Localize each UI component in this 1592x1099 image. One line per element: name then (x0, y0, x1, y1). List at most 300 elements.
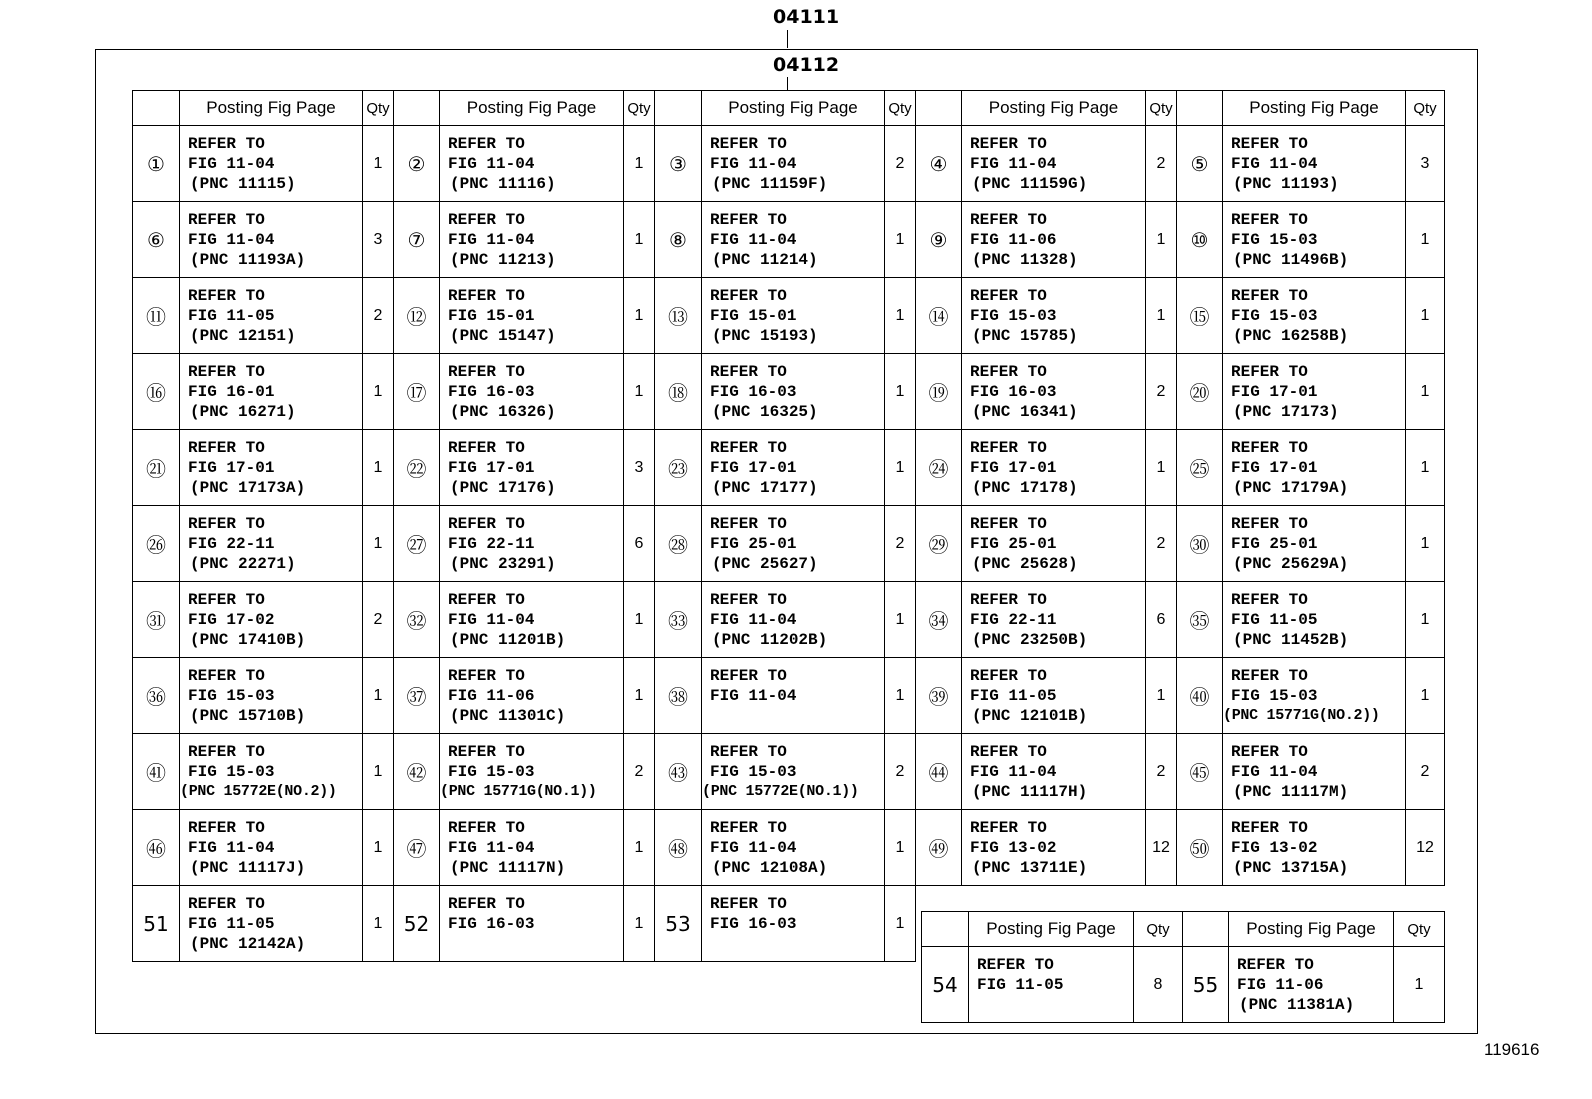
posting-reference (962, 734, 1146, 810)
quantity: 1 (1406, 506, 1445, 582)
quantity: 1 (624, 278, 655, 354)
item-number: ㉞ (916, 582, 962, 658)
sub-assembly-part-number: 04112 (773, 54, 840, 76)
pnc-code: (PNC 23291) (450, 554, 556, 573)
figure-reference: FIG 11-04 (710, 610, 797, 629)
quantity: 12 (1146, 810, 1177, 886)
pnc-code: (PNC 11117J) (190, 858, 306, 877)
item-number: ⑩ (1177, 202, 1223, 278)
figure-number: 119616 (1484, 1040, 1540, 1059)
figure-reference: FIG 22-11 (970, 610, 1057, 629)
refer-text: REFER TO (970, 666, 1047, 685)
refer-text: REFER TO (710, 210, 787, 229)
posting-reference (180, 810, 363, 886)
item-number: ㉗ (394, 506, 440, 582)
pnc-code: (PNC 15772E(NO.1)) (702, 782, 859, 800)
quantity: 1 (885, 810, 916, 886)
pnc-code: (PNC 11117H) (972, 782, 1088, 801)
posting-reference (180, 658, 363, 734)
item-number: ㊸ (655, 734, 702, 810)
figure-reference: FIG 11-05 (970, 686, 1057, 705)
refer-text: REFER TO (188, 134, 265, 153)
table-row (133, 126, 1445, 202)
parts-reference-grid (132, 90, 1445, 962)
pnc-code: (PNC 16271) (190, 402, 296, 421)
pnc-code: (PNC 11193) (1233, 174, 1339, 193)
item-number: ㉓ (655, 430, 702, 506)
refer-text: REFER TO (710, 438, 787, 457)
posting-reference (962, 582, 1146, 658)
figure-reference: FIG 11-04 (710, 230, 797, 249)
item-number: ㉒ (394, 430, 440, 506)
figure-reference: FIG 22-11 (188, 534, 275, 553)
posting-reference (702, 126, 885, 202)
figure-reference: FIG 15-03 (970, 306, 1057, 325)
refer-text: REFER TO (710, 666, 787, 685)
posting-reference (1223, 126, 1406, 202)
header-qty: Qty (363, 91, 394, 126)
leader-line (787, 30, 788, 48)
item-number: ㉝ (655, 582, 702, 658)
refer-text: REFER TO (1231, 362, 1308, 381)
quantity: 1 (363, 658, 394, 734)
pnc-code (710, 934, 884, 954)
refer-text: REFER TO (710, 818, 787, 837)
posting-reference (440, 658, 624, 734)
item-number: ⑲ (916, 354, 962, 430)
figure-reference: FIG 11-05 (1231, 610, 1318, 629)
quantity: 1 (624, 354, 655, 430)
figure-reference: FIG 11-04 (188, 230, 275, 249)
pnc-code: (PNC 25628) (972, 554, 1078, 573)
posting-reference (180, 202, 363, 278)
refer-text: REFER TO (1231, 134, 1308, 153)
posting-reference (440, 202, 624, 278)
posting-reference (180, 734, 363, 810)
posting-reference (962, 278, 1146, 354)
figure-reference: FIG 11-04 (448, 154, 535, 173)
figure-reference: FIG 11-04 (188, 838, 275, 857)
pnc-code: (PNC 11115) (190, 174, 296, 193)
table-row (133, 582, 1445, 658)
pnc-code: (PNC 11159F) (712, 174, 828, 193)
posting-reference (962, 810, 1146, 886)
refer-text: REFER TO (970, 742, 1047, 761)
figure-reference: FIG 11-05 (188, 306, 275, 325)
quantity: 1 (885, 886, 916, 962)
figure-reference: FIG 11-04 (448, 230, 535, 249)
item-number: ㉜ (394, 582, 440, 658)
posting-reference (180, 354, 363, 430)
posting-reference (962, 126, 1146, 202)
quantity: 6 (1146, 582, 1177, 658)
posting-reference (1223, 810, 1406, 886)
refer-text: REFER TO (448, 134, 525, 153)
refer-text: REFER TO (188, 362, 265, 381)
quantity: 1 (1406, 658, 1445, 734)
item-number: 55 (1183, 947, 1229, 1023)
refer-text: REFER TO (1231, 666, 1308, 685)
quantity: 1 (885, 658, 916, 734)
posting-reference (702, 734, 885, 810)
pnc-code: (PNC 15147) (450, 326, 556, 345)
pnc-code: (PNC 12101B) (972, 706, 1088, 725)
figure-reference: FIG 11-06 (448, 686, 535, 705)
item-number: ㊵ (1177, 658, 1223, 734)
item-number: ㊻ (133, 810, 180, 886)
quantity: 2 (1406, 734, 1445, 810)
pnc-code: (PNC 11214) (712, 250, 818, 269)
refer-text: REFER TO (977, 955, 1054, 974)
refer-text: REFER TO (970, 590, 1047, 609)
item-number: ㉑ (133, 430, 180, 506)
refer-text: REFER TO (1231, 818, 1308, 837)
posting-reference (180, 886, 363, 962)
pnc-code: (PNC 13711E) (972, 858, 1088, 877)
refer-text: REFER TO (188, 590, 265, 609)
posting-reference (440, 886, 624, 962)
pnc-code: (PNC 16325) (712, 402, 818, 421)
quantity: 1 (1146, 658, 1177, 734)
header-index-cell (1177, 91, 1223, 126)
header-posting-fig-page: Posting Fig Page (1229, 912, 1394, 947)
item-number: ⑳ (1177, 354, 1223, 430)
quantity: 2 (363, 582, 394, 658)
figure-reference: FIG 17-01 (970, 458, 1057, 477)
refer-text: REFER TO (970, 362, 1047, 381)
table-row (133, 810, 1445, 886)
item-number: ④ (916, 126, 962, 202)
figure-reference: FIG 11-06 (970, 230, 1057, 249)
pnc-code: (PNC 17410B) (190, 630, 306, 649)
refer-text: REFER TO (970, 134, 1047, 153)
posting-reference (702, 202, 885, 278)
posting-reference (702, 886, 885, 962)
figure-reference: FIG 11-05 (188, 914, 275, 933)
figure-reference: FIG 11-06 (1237, 975, 1324, 994)
refer-text: REFER TO (1231, 514, 1308, 533)
pnc-code: (PNC 17177) (712, 478, 818, 497)
refer-text: REFER TO (710, 134, 787, 153)
posting-reference (440, 734, 624, 810)
posting-reference (702, 354, 885, 430)
pnc-code: (PNC 15193) (712, 326, 818, 345)
quantity: 2 (1146, 354, 1177, 430)
quantity: 1 (624, 886, 655, 962)
table-row (133, 354, 1445, 430)
posting-reference (180, 582, 363, 658)
header-row (922, 912, 1445, 947)
figure-reference: FIG 16-03 (710, 382, 797, 401)
item-number: ① (133, 126, 180, 202)
posting-reference (180, 126, 363, 202)
refer-text: REFER TO (188, 666, 265, 685)
pnc-code: (PNC 11452B) (1233, 630, 1349, 649)
item-number: ㉚ (1177, 506, 1223, 582)
pnc-code: (PNC 17173) (1233, 402, 1339, 421)
figure-reference: FIG 25-01 (710, 534, 797, 553)
refer-text: REFER TO (710, 590, 787, 609)
pnc-code: (PNC 23250B) (972, 630, 1088, 649)
item-number: ⑪ (133, 278, 180, 354)
quantity: 1 (1406, 430, 1445, 506)
item-number: ㊽ (655, 810, 702, 886)
posting-reference (702, 278, 885, 354)
table-row (133, 278, 1445, 354)
item-number: ㊿ (1177, 810, 1223, 886)
refer-text: REFER TO (188, 286, 265, 305)
header-index-cell (1183, 912, 1229, 947)
refer-text: REFER TO (188, 210, 265, 229)
posting-reference (1229, 947, 1394, 1023)
posting-reference (440, 430, 624, 506)
pnc-code: (PNC 12142A) (190, 934, 306, 953)
quantity: 2 (1146, 506, 1177, 582)
item-number: ⑫ (394, 278, 440, 354)
pnc-code: (PNC 15771G(NO.1)) (440, 782, 597, 800)
pnc-code: (PNC 11117N) (450, 858, 566, 877)
item-number: ⑱ (655, 354, 702, 430)
item-number: ⑤ (1177, 126, 1223, 202)
header-qty: Qty (624, 91, 655, 126)
pnc-code: (PNC 16258B) (1233, 326, 1349, 345)
header-posting-fig-page: Posting Fig Page (440, 91, 624, 126)
quantity: 1 (624, 126, 655, 202)
quantity: 1 (363, 506, 394, 582)
figure-reference: FIG 11-04 (448, 838, 535, 857)
item-number: ㉛ (133, 582, 180, 658)
item-number: 51 (133, 886, 180, 962)
posting-reference (180, 278, 363, 354)
pnc-code: (PNC 11496B) (1233, 250, 1349, 269)
quantity: 3 (624, 430, 655, 506)
quantity: 6 (624, 506, 655, 582)
refer-text: REFER TO (1231, 286, 1308, 305)
quantity: 1 (1406, 582, 1445, 658)
header-index-cell (394, 91, 440, 126)
posting-reference (1223, 506, 1406, 582)
item-number: 52 (394, 886, 440, 962)
posting-reference (440, 506, 624, 582)
quantity: 1 (363, 734, 394, 810)
quantity: 2 (1146, 126, 1177, 202)
quantity: 2 (885, 734, 916, 810)
pnc-code: (PNC 25627) (712, 554, 818, 573)
refer-text: REFER TO (1231, 210, 1308, 229)
posting-reference (1223, 430, 1406, 506)
figure-reference: FIG 17-02 (188, 610, 275, 629)
header-qty: Qty (1406, 91, 1445, 126)
posting-reference (962, 354, 1146, 430)
figure-reference: FIG 16-03 (970, 382, 1057, 401)
quantity: 2 (363, 278, 394, 354)
pnc-code: (PNC 15772E(NO.2)) (180, 782, 337, 800)
refer-text: REFER TO (188, 742, 265, 761)
pnc-code (710, 706, 884, 726)
figure-reference: FIG 15-03 (448, 762, 535, 781)
refer-text: REFER TO (970, 210, 1047, 229)
refer-text: REFER TO (188, 514, 265, 533)
header-row (133, 91, 1445, 126)
posting-reference (702, 430, 885, 506)
figure-reference: FIG 17-01 (710, 458, 797, 477)
header-qty: Qty (885, 91, 916, 126)
pnc-code: (PNC 15785) (972, 326, 1078, 345)
pnc-code: (PNC 11117M) (1233, 782, 1349, 801)
quantity: 1 (885, 278, 916, 354)
posting-reference (440, 278, 624, 354)
posting-reference (962, 658, 1146, 734)
posting-reference (1223, 354, 1406, 430)
refer-text: REFER TO (448, 514, 525, 533)
refer-text: REFER TO (970, 438, 1047, 457)
figure-reference: FIG 15-03 (188, 762, 275, 781)
posting-reference (1223, 278, 1406, 354)
quantity: 1 (363, 126, 394, 202)
quantity: 1 (624, 202, 655, 278)
quantity: 2 (1146, 734, 1177, 810)
pnc-code: (PNC 11116) (450, 174, 556, 193)
pnc-code: (PNC 15771G(NO.2)) (1223, 706, 1380, 724)
item-number: ㊷ (394, 734, 440, 810)
pnc-code: (PNC 11201B) (450, 630, 566, 649)
figure-reference: FIG 15-03 (188, 686, 275, 705)
quantity: 1 (363, 810, 394, 886)
refer-text: REFER TO (448, 590, 525, 609)
pnc-code: (PNC 11301C) (450, 706, 566, 725)
header-index-cell (655, 91, 702, 126)
header-index-cell (133, 91, 180, 126)
quantity: 1 (363, 354, 394, 430)
quantity: 1 (1146, 202, 1177, 278)
posting-reference (440, 582, 624, 658)
refer-text: REFER TO (970, 514, 1047, 533)
pnc-code: (PNC 25629A) (1233, 554, 1349, 573)
figure-reference: FIG 15-03 (1231, 686, 1318, 705)
table-row (133, 202, 1445, 278)
posting-reference (969, 947, 1134, 1023)
item-number: ⑧ (655, 202, 702, 278)
figure-reference: FIG 11-04 (448, 610, 535, 629)
item-number: 53 (655, 886, 702, 962)
quantity: 1 (885, 430, 916, 506)
item-number: ② (394, 126, 440, 202)
item-number: ㊺ (1177, 734, 1223, 810)
refer-text: REFER TO (448, 666, 525, 685)
quantity: 2 (885, 126, 916, 202)
pnc-code: (PNC 12151) (190, 326, 296, 345)
posting-reference (180, 506, 363, 582)
pnc-code: (PNC 12108A) (712, 858, 828, 877)
quantity: 3 (363, 202, 394, 278)
posting-reference (1223, 202, 1406, 278)
figure-reference: FIG 11-04 (970, 154, 1057, 173)
figure-reference: FIG 11-04 (710, 154, 797, 173)
item-number: ⑦ (394, 202, 440, 278)
item-number: ㉙ (916, 506, 962, 582)
quantity: 1 (363, 886, 394, 962)
item-number: ⑯ (133, 354, 180, 430)
refer-text: REFER TO (970, 286, 1047, 305)
item-number: ㉘ (655, 506, 702, 582)
item-number: ⑮ (1177, 278, 1223, 354)
pnc-code: (PNC 11328) (972, 250, 1078, 269)
figure-reference: FIG 11-05 (977, 975, 1064, 994)
item-number: ⑥ (133, 202, 180, 278)
figure-reference: FIG 15-03 (710, 762, 797, 781)
header-posting-fig-page: Posting Fig Page (969, 912, 1134, 947)
header-posting-fig-page: Posting Fig Page (180, 91, 363, 126)
quantity: 1 (624, 810, 655, 886)
refer-text: REFER TO (710, 894, 787, 913)
quantity: 1 (885, 354, 916, 430)
figure-reference: FIG 15-03 (1231, 306, 1318, 325)
quantity: 3 (1406, 126, 1445, 202)
refer-text: REFER TO (448, 742, 525, 761)
item-number: ㉖ (133, 506, 180, 582)
quantity: 12 (1406, 810, 1445, 886)
header-index-cell (916, 91, 962, 126)
item-number: ⑰ (394, 354, 440, 430)
figure-reference: FIG 16-03 (448, 914, 535, 933)
pnc-code: (PNC 11159G) (972, 174, 1088, 193)
header-qty: Qty (1146, 91, 1177, 126)
figure-reference: FIG 17-01 (188, 458, 275, 477)
refer-text: REFER TO (710, 286, 787, 305)
posting-reference (1223, 658, 1406, 734)
refer-text: REFER TO (1231, 590, 1308, 609)
item-number: ㉔ (916, 430, 962, 506)
pnc-code: (PNC 16326) (450, 402, 556, 421)
pnc-code: (PNC 17178) (972, 478, 1078, 497)
item-number: ③ (655, 126, 702, 202)
quantity: 1 (1406, 354, 1445, 430)
refer-text: REFER TO (970, 818, 1047, 837)
header-qty: Qty (1134, 912, 1183, 947)
refer-text: REFER TO (448, 362, 525, 381)
item-number: ⑬ (655, 278, 702, 354)
figure-reference: FIG 22-11 (448, 534, 535, 553)
quantity: 1 (1146, 278, 1177, 354)
assembly-part-number: 04111 (773, 6, 840, 28)
posting-reference (180, 430, 363, 506)
table-row (133, 734, 1445, 810)
figure-reference: FIG 15-03 (1231, 230, 1318, 249)
header-posting-fig-page: Posting Fig Page (962, 91, 1146, 126)
figure-reference: FIG 15-01 (710, 306, 797, 325)
figure-reference: FIG 11-04 (1231, 154, 1318, 173)
figure-reference: FIG 11-04 (188, 154, 275, 173)
item-number: ㊴ (916, 658, 962, 734)
pnc-code: (PNC 11213) (450, 250, 556, 269)
pnc-code: (PNC 15710B) (190, 706, 306, 725)
quantity: 1 (885, 582, 916, 658)
pnc-code: (PNC 17173A) (190, 478, 306, 497)
quantity: 2 (624, 734, 655, 810)
table-row (133, 658, 1445, 734)
posting-reference (440, 354, 624, 430)
pnc-code: (PNC 17176) (450, 478, 556, 497)
posting-reference (702, 582, 885, 658)
pnc-code: (PNC 16341) (972, 402, 1078, 421)
figure-reference: FIG 17-01 (1231, 458, 1318, 477)
table-row (133, 430, 1445, 506)
figure-reference: FIG 16-03 (448, 382, 535, 401)
refer-text: REFER TO (448, 286, 525, 305)
refer-text: REFER TO (448, 210, 525, 229)
pnc-code: (PNC 13715A) (1233, 858, 1349, 877)
posting-reference (1223, 734, 1406, 810)
